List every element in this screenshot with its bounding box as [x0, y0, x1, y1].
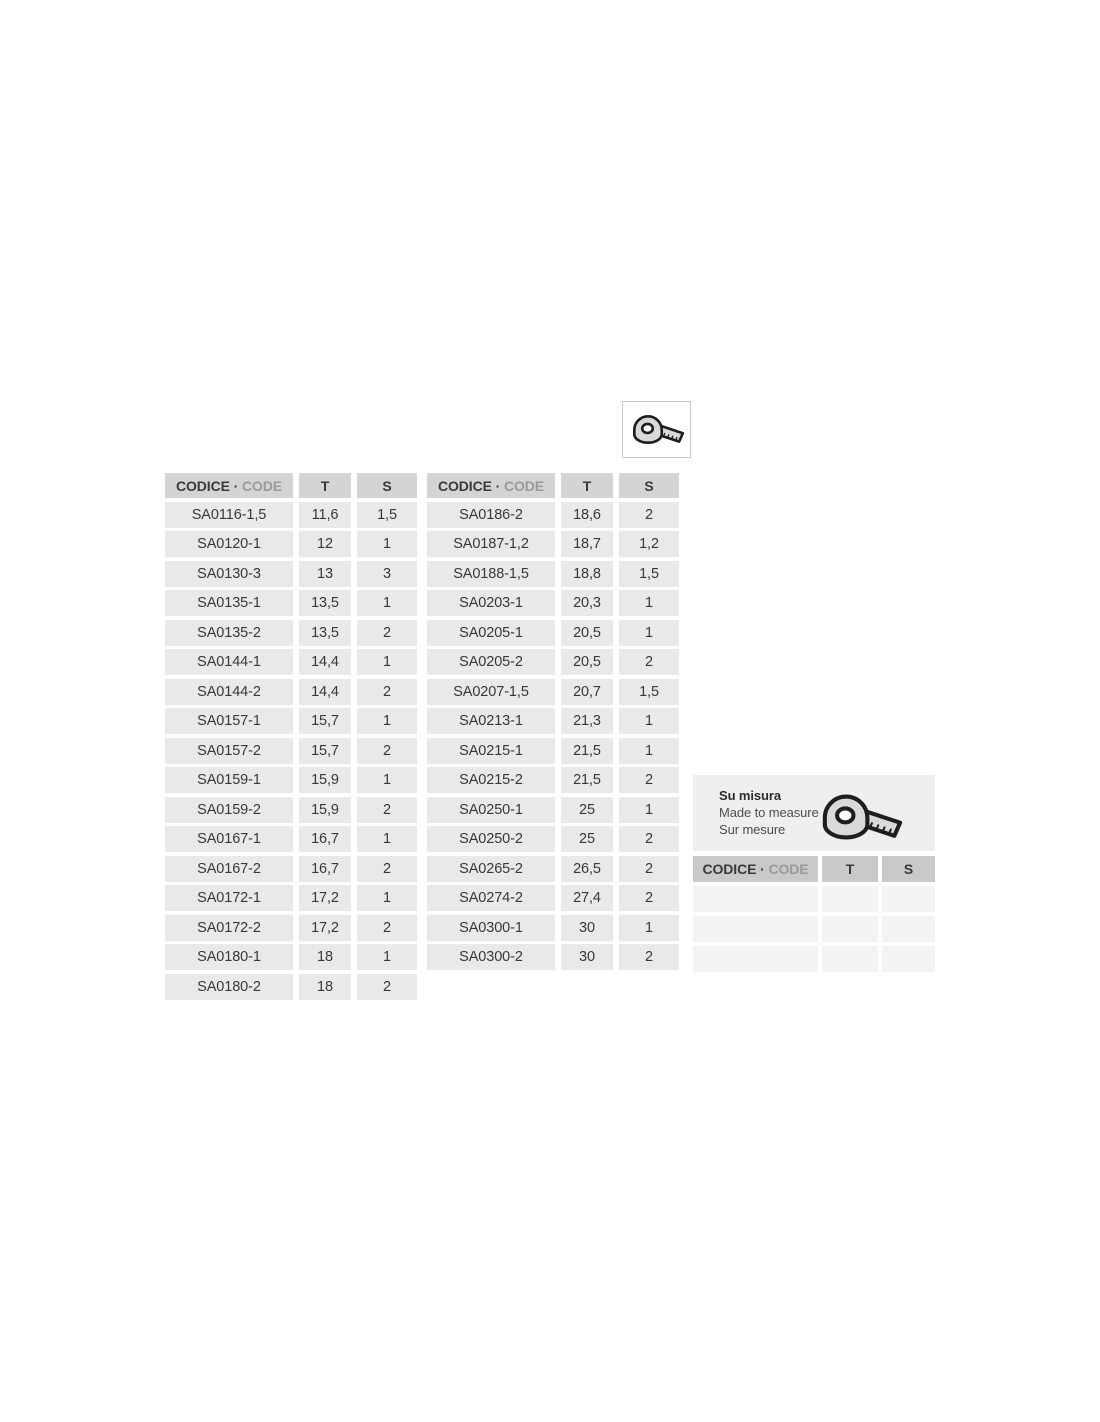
s-cell: 2 [357, 797, 417, 823]
s-cell: 2 [619, 649, 679, 675]
tape-measure-icon-box [622, 401, 691, 458]
t-cell: 16,7 [299, 826, 351, 852]
code-cell: SA0144-1 [165, 649, 293, 675]
t-cell: 20,5 [561, 649, 613, 675]
code-cell: SA0157-1 [165, 708, 293, 734]
code-cell: SA0167-2 [165, 856, 293, 882]
t-cell: 25 [561, 797, 613, 823]
code-cell: SA0274-2 [427, 885, 555, 911]
s-cell: 2 [357, 915, 417, 941]
code-cell: SA0159-2 [165, 797, 293, 823]
t-cell: 13 [299, 561, 351, 587]
size-table-custom [693, 856, 935, 972]
code-cell: SA0265-2 [427, 856, 555, 882]
t-cell: 18 [299, 944, 351, 970]
t-cell: 21,5 [561, 738, 613, 764]
t-cell: 15,7 [299, 708, 351, 734]
code-cell: SA0300-2 [427, 944, 555, 970]
s-cell: 1 [357, 649, 417, 675]
header-codice-label: CODICE · [437, 477, 504, 494]
t-cell: 14,4 [299, 649, 351, 675]
code-cell: SA0180-2 [165, 974, 293, 1000]
s-cell: 2 [357, 738, 417, 764]
column-header-s: S [357, 473, 417, 498]
code-cell: SA0172-1 [165, 885, 293, 911]
t-cell: 30 [561, 915, 613, 941]
t-cell: 18,7 [561, 531, 613, 557]
made-to-measure-panel [693, 775, 935, 851]
s-cell: 1 [619, 590, 679, 616]
code-cell [693, 916, 818, 942]
s-cell: 1,2 [619, 531, 679, 557]
tape-measure-icon [815, 790, 905, 844]
code-cell: SA0215-2 [427, 767, 555, 793]
made-to-measure-title-fr: Sur mesure [719, 822, 786, 837]
code-cell: SA0130-3 [165, 561, 293, 587]
t-cell: 11,6 [299, 502, 351, 528]
s-cell [882, 886, 935, 912]
s-cell [882, 916, 935, 942]
column-header-codice-code [693, 856, 818, 882]
code-cell: SA0205-1 [427, 620, 555, 646]
t-cell: 26,5 [561, 856, 613, 882]
s-cell: 2 [619, 826, 679, 852]
s-cell [882, 946, 935, 972]
s-cell: 2 [357, 620, 417, 646]
s-cell: 1 [619, 797, 679, 823]
s-cell: 1 [357, 531, 417, 557]
code-cell: SA0172-2 [165, 915, 293, 941]
code-cell: SA0215-1 [427, 738, 555, 764]
code-cell: SA0213-1 [427, 708, 555, 734]
s-cell: 1 [357, 767, 417, 793]
s-cell: 2 [619, 885, 679, 911]
code-cell: SA0135-1 [165, 590, 293, 616]
s-cell: 3 [357, 561, 417, 587]
code-cell: SA0186-2 [427, 502, 555, 528]
t-cell: 15,7 [299, 738, 351, 764]
s-cell: 2 [357, 974, 417, 1000]
header-code-label: CODE [241, 477, 283, 494]
t-cell: 18,6 [561, 502, 613, 528]
t-cell: 30 [561, 944, 613, 970]
column-header-s: S [882, 856, 935, 882]
made-to-measure-title-en: Made to measure [719, 805, 819, 820]
t-cell: 15,9 [299, 797, 351, 823]
t-cell: 15,9 [299, 767, 351, 793]
t-cell: 21,3 [561, 708, 613, 734]
s-cell: 2 [619, 502, 679, 528]
code-cell: SA0203-1 [427, 590, 555, 616]
code-cell: SA0157-2 [165, 738, 293, 764]
header-codice-label: CODICE · [702, 861, 769, 877]
s-cell: 1 [619, 620, 679, 646]
code-cell: SA0207-1,5 [427, 679, 555, 705]
t-cell: 18,8 [561, 561, 613, 587]
t-cell: 12 [299, 531, 351, 557]
t-cell [822, 946, 878, 972]
code-cell: SA0159-1 [165, 767, 293, 793]
header-codice-label: CODICE · [175, 477, 242, 494]
s-cell: 1,5 [619, 561, 679, 587]
s-cell: 1 [357, 826, 417, 852]
code-cell [693, 886, 818, 912]
s-cell: 1 [619, 915, 679, 941]
t-cell: 17,2 [299, 915, 351, 941]
made-to-measure-text [719, 787, 819, 838]
s-cell: 1,5 [619, 679, 679, 705]
code-cell: SA0300-1 [427, 915, 555, 941]
t-cell: 20,7 [561, 679, 613, 705]
header-code-label: CODE [503, 477, 545, 494]
t-cell: 17,2 [299, 885, 351, 911]
column-header-codice-code [165, 473, 293, 498]
s-cell: 1 [619, 708, 679, 734]
made-to-measure-title-it: Su misura [719, 788, 781, 803]
size-table-left [165, 473, 417, 1000]
t-cell: 13,5 [299, 590, 351, 616]
size-table-middle [427, 473, 679, 970]
t-cell: 20,5 [561, 620, 613, 646]
t-cell: 21,5 [561, 767, 613, 793]
code-cell: SA0135-2 [165, 620, 293, 646]
column-header-s: S [619, 473, 679, 498]
code-cell: SA0180-1 [165, 944, 293, 970]
code-cell: SA0167-1 [165, 826, 293, 852]
column-header-t: T [561, 473, 613, 498]
s-cell: 1 [357, 590, 417, 616]
t-cell [822, 886, 878, 912]
s-cell: 1 [357, 708, 417, 734]
code-cell [693, 946, 818, 972]
code-cell: SA0250-1 [427, 797, 555, 823]
column-header-t: T [822, 856, 878, 882]
s-cell: 2 [357, 856, 417, 882]
tape-measure-icon [628, 412, 686, 447]
s-cell: 2 [619, 944, 679, 970]
t-cell: 18 [299, 974, 351, 1000]
t-cell: 25 [561, 826, 613, 852]
s-cell: 1 [357, 885, 417, 911]
code-cell: SA0116-1,5 [165, 502, 293, 528]
t-cell: 27,4 [561, 885, 613, 911]
header-code-label: CODE [768, 861, 809, 877]
code-cell: SA0187-1,2 [427, 531, 555, 557]
t-cell [822, 916, 878, 942]
code-cell: SA0250-2 [427, 826, 555, 852]
t-cell: 13,5 [299, 620, 351, 646]
column-header-codice-code [427, 473, 555, 498]
code-cell: SA0188-1,5 [427, 561, 555, 587]
s-cell: 1 [357, 944, 417, 970]
column-header-t: T [299, 473, 351, 498]
t-cell: 16,7 [299, 856, 351, 882]
s-cell: 2 [357, 679, 417, 705]
code-cell: SA0120-1 [165, 531, 293, 557]
t-cell: 20,3 [561, 590, 613, 616]
code-cell: SA0144-2 [165, 679, 293, 705]
s-cell: 1 [619, 738, 679, 764]
s-cell: 1,5 [357, 502, 417, 528]
s-cell: 2 [619, 767, 679, 793]
code-cell: SA0205-2 [427, 649, 555, 675]
t-cell: 14,4 [299, 679, 351, 705]
s-cell: 2 [619, 856, 679, 882]
